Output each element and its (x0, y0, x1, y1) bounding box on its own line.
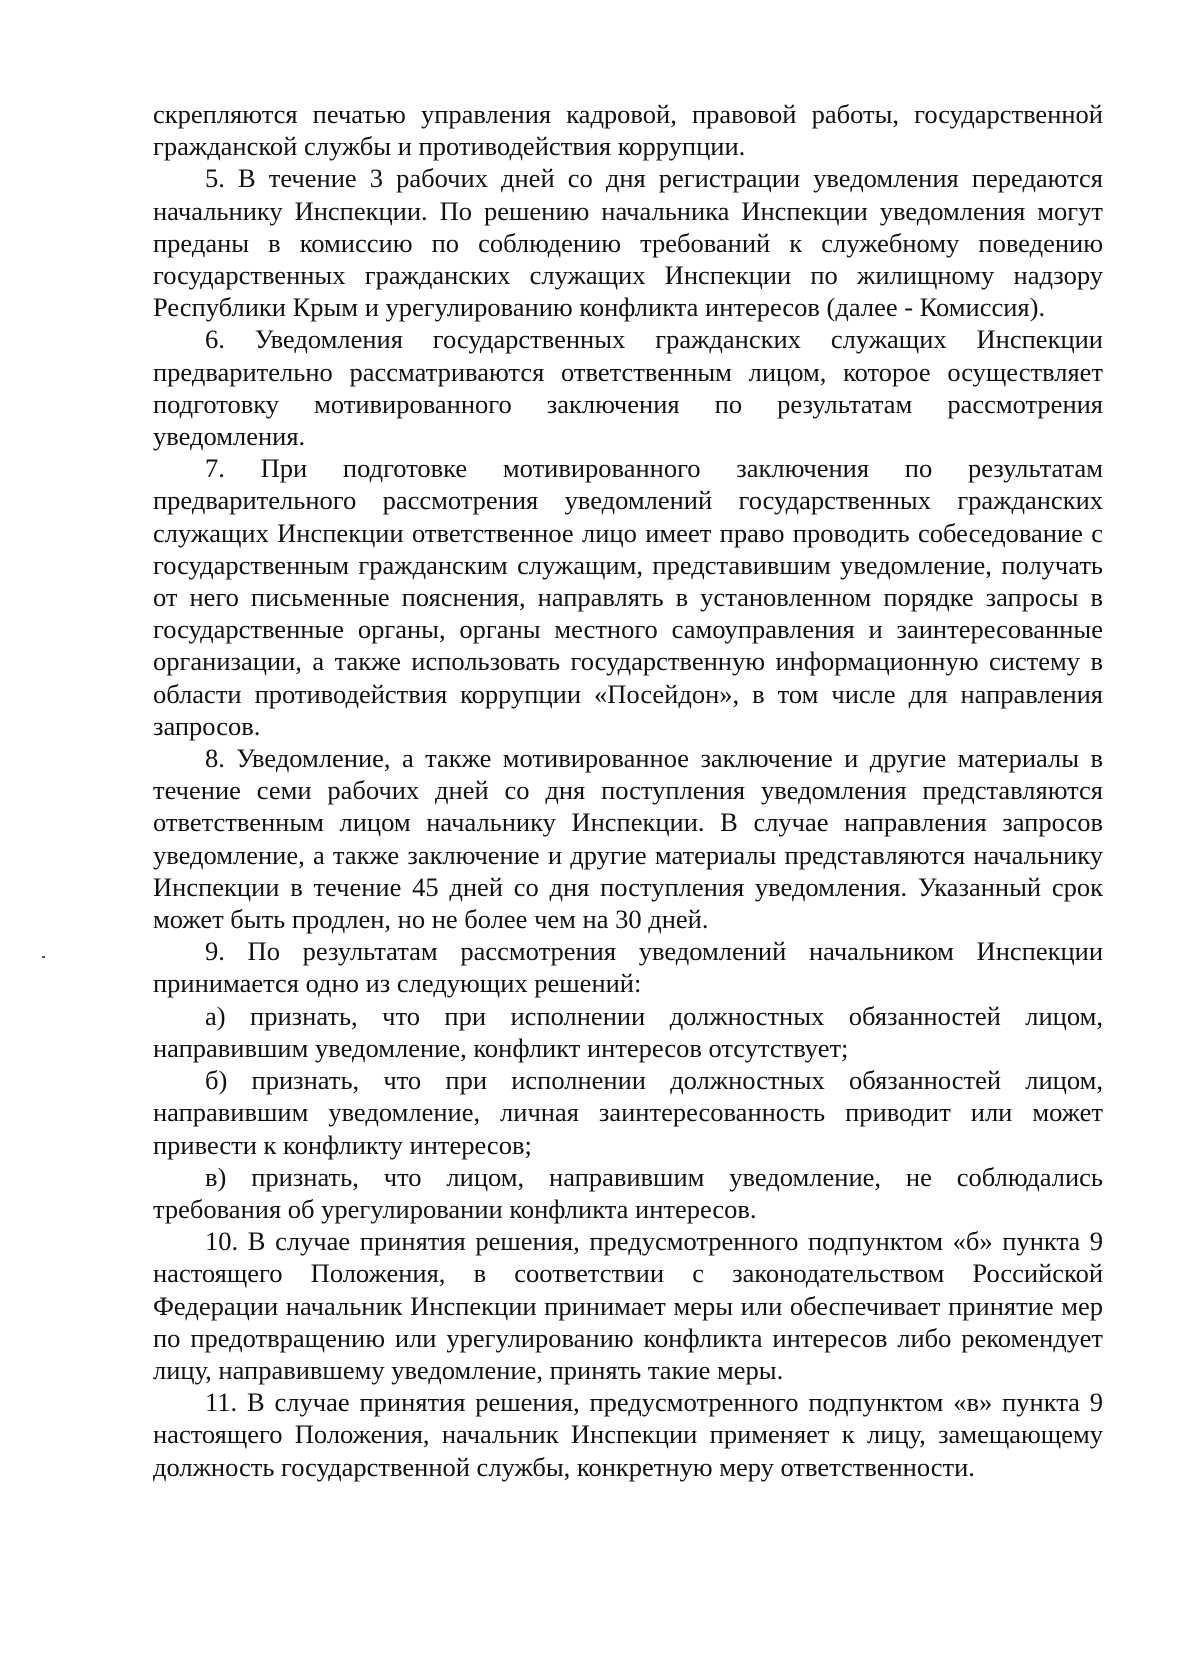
paragraph-item-9: 9. По результатам рассмотрения уведомлений начальником Инспекции принимается одно из следующих решений: (153, 936, 1103, 999)
paragraph-item-6: 6. Уведомления государственных гражданских служащих Инспекции предварительно рассматриваются ответственным лицом, которое осуществляет подготовку мотивированного заключения по результатам рассмотрения уведомления. (153, 324, 1103, 452)
paragraph-item-7: 7. При подготовке мотивированного заключения по результатам предварительного рассмотрения уведомлений государственных гражданских служащих Инспекции ответственное лицо имеет право проводить собеседование с государственным гражданским служащим, представившим уведомление, получать от него письменные пояснения, направлять в установленном порядке запросы в государственные органы, органы местного самоуправления и заинтересованные организации, а также использовать государственную информационную систему в области противодействия коррупции «Посейдон», в том числе для направления запросов. (153, 453, 1103, 741)
paragraph-item-10: 10. В случае принятия решения, предусмотренного подпунктом «б» пункта 9 настоящего Положения, в соответствии с законодательством Российской Федерации начальник Инспекции принимает меры или обеспечивает принятие мер по предотвращению или урегулированию конфликта интересов либо рекомендует лицу, направившему уведомление, принять такие меры. (153, 1226, 1103, 1385)
paragraph-item-11: 11. В случае принятия решения, предусмотренного подпунктом «в» пункта 9 настоящего Положения, начальник Инспекции применяет к лицу, замещающему должность государственной службы, конкретную меру ответственности. (153, 1387, 1103, 1482)
scan-speck (42, 956, 45, 958)
paragraph-continuation: скрепляются печатью управления кадровой, правовой работы, государственной гражданской службы и противодействия коррупции. (153, 99, 1103, 162)
subitem-b: б) признать, что при исполнении должностных обязанностей лицом, направившим уведомление, личная заинтересованность приводит или может привести к конфликту интересов; (153, 1065, 1103, 1160)
subitem-v: в) признать, что лицом, направившим уведомление, не соблюдались требования об урегулировании конфликта интересов. (153, 1161, 1103, 1224)
paragraph-item-5: 5. В течение 3 рабочих дней со дня регистрации уведомления передаются начальнику Инспекции. По решению начальника Инспекции уведомления могут преданы в комиссию по соблюдению требований к служебному поведению государственных гражданских служащих Инспекции по жилищному надзору Республики Крым и урегулированию конфликта интересов (далее - Комиссия). (153, 163, 1103, 323)
subitem-a: а) признать, что при исполнении должностных обязанностей лицом, направившим уведомление, конфликт интересов отсутствует; (153, 1000, 1103, 1063)
document-body (153, 98, 1103, 1483)
paragraph-item-8: 8. Уведомление, а также мотивированное заключение и другие материалы в течение семи рабочих дней со дня поступления уведомления представляются ответственным лицом начальнику Инспекции. В случае направления запросов уведомление, а также заключение и другие материалы представляются начальнику Инспекции в течение 45 дней со дня поступления уведомления. Указанный срок может быть продлен, но не более чем на 30 дней. (153, 743, 1103, 935)
